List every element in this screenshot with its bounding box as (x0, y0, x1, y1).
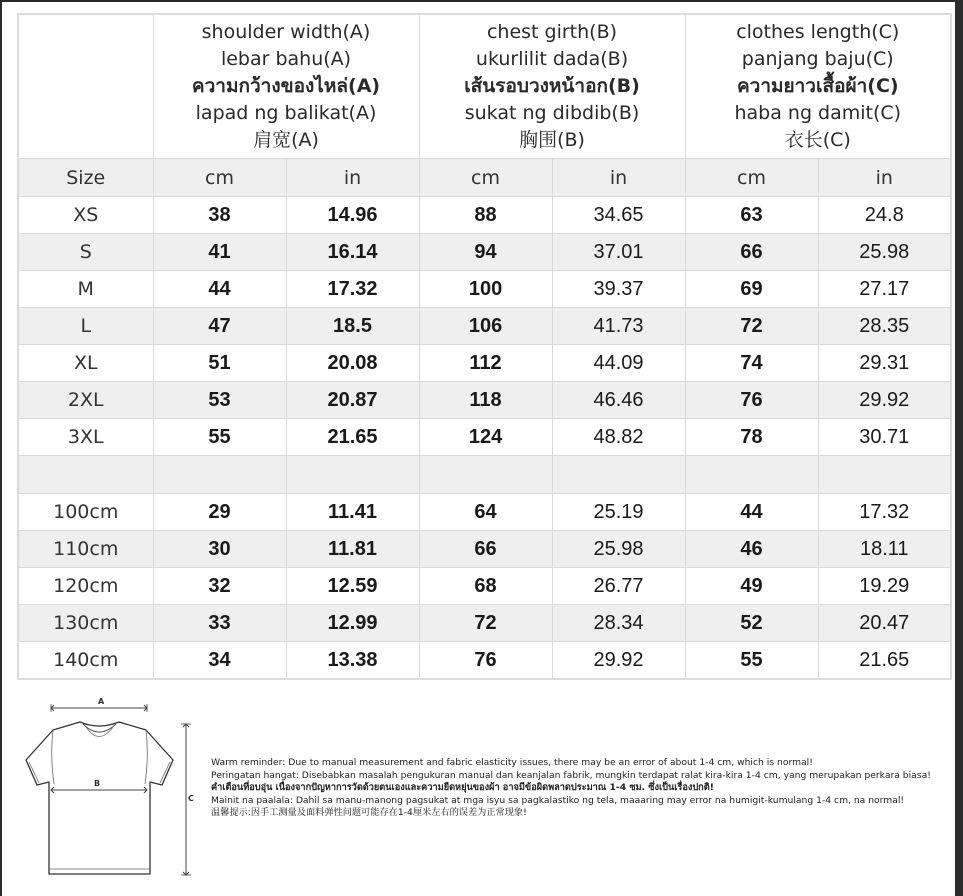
inch-value-cell: 25.98 (818, 234, 951, 271)
inch-value-cell: 13.38 (286, 642, 419, 680)
note-tl: Mainit na paalala: Dahil sa manu-manong pagsukat at mga isyu sa pagkalastiko ng tela, maaaring may error na humigit-kumulang 1-4 cm, na normal! (211, 794, 905, 806)
separator-row (18, 456, 951, 494)
unit-cell: in (818, 159, 951, 197)
inch-value-cell: 28.34 (552, 605, 685, 642)
cm-value-cell: 49 (685, 568, 818, 605)
inch-value-cell: 25.19 (552, 494, 685, 531)
unit-cell: cm (685, 159, 818, 197)
inch-value-cell: 17.32 (818, 494, 951, 531)
cm-value-cell: 69 (685, 271, 818, 308)
table-row (18, 568, 951, 605)
header-label-en: chest girth(B) (486, 21, 618, 43)
table-row (18, 197, 951, 234)
inch-value-cell: 18.5 (286, 308, 419, 345)
cm-value-cell: 32 (153, 568, 286, 605)
header-label-ms: panjang baju(C) (741, 48, 894, 70)
inch-value-cell: 34.65 (552, 197, 685, 234)
header-label-th: เส้นรอบวงหน้าอก(B) (464, 75, 640, 97)
measurement-header-row (18, 14, 951, 159)
header-shoulder-width (153, 14, 419, 159)
separator-cell (153, 456, 286, 494)
inch-value-cell: 26.77 (552, 568, 685, 605)
inch-value-cell: 18.11 (818, 531, 951, 568)
cm-value-cell: 68 (419, 568, 552, 605)
header-label-zh: 衣长(C) (784, 129, 851, 151)
header-label-en: clothes length(C) (736, 21, 900, 43)
separator-cell (18, 456, 153, 494)
header-label-tl: lapad ng balikat(A) (195, 102, 377, 124)
size-label-cell: 120cm (18, 568, 153, 605)
cm-value-cell: 106 (419, 308, 552, 345)
unit-cell: cm (419, 159, 552, 197)
inch-value-cell: 46.46 (552, 382, 685, 419)
size-label-cell: 3XL (18, 419, 153, 456)
note-ms: Peringatan hangat: Disebabkan masalah pengukuran manual dan keanjalan fabrik, mungkin terdapat ralat kira-kira 1-4 cm, yang merupakan perkara biasa! (211, 769, 931, 781)
unit-cell: in (286, 159, 419, 197)
header-label-zh: 胸围(B) (519, 129, 585, 151)
size-label-cell: XL (18, 345, 153, 382)
cm-value-cell: 74 (685, 345, 818, 382)
header-chest-girth (419, 14, 685, 159)
separator-cell (286, 456, 419, 494)
size-chart-panel (2, 2, 955, 896)
cm-value-cell: 34 (153, 642, 286, 680)
inch-value-cell: 14.96 (286, 197, 419, 234)
cm-value-cell: 76 (685, 382, 818, 419)
inch-value-cell: 20.08 (286, 345, 419, 382)
size-label-cell: L (18, 308, 153, 345)
svg-text:C: C (188, 794, 194, 803)
tshirt-diagram (16, 694, 206, 884)
inch-value-cell: 37.01 (552, 234, 685, 271)
table-row (18, 605, 951, 642)
cm-value-cell: 66 (685, 234, 818, 271)
cm-value-cell: 100 (419, 271, 552, 308)
inch-value-cell: 21.65 (286, 419, 419, 456)
cm-value-cell: 66 (419, 531, 552, 568)
header-corner-cell (18, 14, 153, 159)
inch-value-cell: 48.82 (552, 419, 685, 456)
table-row (18, 345, 951, 382)
size-label-cell: 100cm (18, 494, 153, 531)
header-label-th: ความยาวเสื้อผ้า(C) (736, 75, 899, 97)
inch-value-cell: 25.98 (552, 531, 685, 568)
inch-value-cell: 29.31 (818, 345, 951, 382)
cm-value-cell: 44 (685, 494, 818, 531)
cm-value-cell: 46 (685, 531, 818, 568)
inch-value-cell: 24.8 (818, 197, 951, 234)
cm-value-cell: 52 (685, 605, 818, 642)
adult-sizes-body (18, 197, 951, 456)
inch-value-cell: 11.41 (286, 494, 419, 531)
cm-value-cell: 88 (419, 197, 552, 234)
inch-value-cell: 17.32 (286, 271, 419, 308)
inch-value-cell: 29.92 (552, 642, 685, 680)
size-label-cell: M (18, 271, 153, 308)
note-en: Warm reminder: Due to manual measurement and fabric elasticity issues, there may be an error of about 1-4 cm, which is normal! (211, 757, 813, 768)
header-label-en: shoulder width(A) (201, 21, 371, 43)
table-row (18, 234, 951, 271)
tshirt-measurement-icon (16, 694, 206, 884)
cm-value-cell: 94 (419, 234, 552, 271)
inch-value-cell: 41.73 (552, 308, 685, 345)
size-chart-table (17, 13, 952, 680)
unit-header-row (18, 159, 951, 197)
inch-value-cell: 28.35 (818, 308, 951, 345)
inch-value-cell: 27.17 (818, 271, 951, 308)
inch-value-cell: 11.81 (286, 531, 419, 568)
size-label-cell: XS (18, 197, 153, 234)
size-label-cell: 140cm (18, 642, 153, 680)
svg-text:A: A (98, 697, 105, 706)
cm-value-cell: 47 (153, 308, 286, 345)
size-label-cell: 130cm (18, 605, 153, 642)
size-label-cell: S (18, 234, 153, 271)
inch-value-cell: 19.29 (818, 568, 951, 605)
inch-value-cell: 16.14 (286, 234, 419, 271)
header-label-th: ความกว้างของไหล่(A) (191, 75, 381, 97)
inch-value-cell: 39.37 (552, 271, 685, 308)
inch-value-cell: 12.59 (286, 568, 419, 605)
cm-value-cell: 76 (419, 642, 552, 680)
table-row (18, 494, 951, 531)
header-clothes-length (685, 14, 951, 159)
cm-value-cell: 55 (685, 642, 818, 680)
note-th: คำเตือนที่อบอุ่น เนื่องจากปัญหาการวัดด้วยตนเองและความยืดหยุ่นของผ้า อาจมีข้อผิดพลาดประมาณ 1-4 ซม. ซึ่งเป็นเรื่องปกติ! (211, 782, 714, 794)
cm-value-cell: 64 (419, 494, 552, 531)
size-label-cell: 110cm (18, 531, 153, 568)
cm-value-cell: 51 (153, 345, 286, 382)
inch-value-cell: 30.71 (818, 419, 951, 456)
cm-value-cell: 33 (153, 605, 286, 642)
unit-cell: in (552, 159, 685, 197)
cm-value-cell: 124 (419, 419, 552, 456)
cm-value-cell: 78 (685, 419, 818, 456)
svg-text:B: B (94, 779, 101, 788)
kids-sizes-body (18, 494, 951, 680)
header-label-tl: sukat ng dibdib(B) (464, 102, 640, 124)
cm-value-cell: 118 (419, 382, 552, 419)
inch-value-cell: 44.09 (552, 345, 685, 382)
separator-cell (419, 456, 552, 494)
table-row (18, 382, 951, 419)
table-row (18, 271, 951, 308)
header-label-ms: ukurlilit dada(B) (475, 48, 629, 70)
separator-cell (685, 456, 818, 494)
size-label-cell: 2XL (18, 382, 153, 419)
inch-value-cell: 29.92 (818, 382, 951, 419)
cm-value-cell: 30 (153, 531, 286, 568)
cm-value-cell: 63 (685, 197, 818, 234)
cm-value-cell: 55 (153, 419, 286, 456)
table-row (18, 419, 951, 456)
header-label-ms: lebar bahu(A) (220, 48, 352, 70)
separator-cell (552, 456, 685, 494)
cm-value-cell: 53 (153, 382, 286, 419)
header-label-tl: haba ng damit(C) (734, 102, 902, 124)
cm-value-cell: 38 (153, 197, 286, 234)
table-row (18, 642, 951, 680)
inch-value-cell: 21.65 (818, 642, 951, 680)
note-zh: 温馨提示:因手工测量及面料弹性问题可能存在1-4厘米左右的误差为正常现象! (211, 807, 527, 819)
cm-value-cell: 41 (153, 234, 286, 271)
inch-value-cell: 12.99 (286, 605, 419, 642)
unit-cell-size: Size (18, 159, 153, 197)
cm-value-cell: 44 (153, 271, 286, 308)
inch-value-cell: 20.87 (286, 382, 419, 419)
inch-value-cell: 20.47 (818, 605, 951, 642)
cm-value-cell: 72 (685, 308, 818, 345)
table-row (18, 531, 951, 568)
cm-value-cell: 72 (419, 605, 552, 642)
header-label-zh: 肩宽(A) (253, 129, 319, 151)
table-row (18, 308, 951, 345)
unit-cell: cm (153, 159, 286, 197)
cm-value-cell: 29 (153, 494, 286, 531)
separator-cell (818, 456, 951, 494)
cm-value-cell: 112 (419, 345, 552, 382)
measurement-notes (211, 757, 951, 820)
